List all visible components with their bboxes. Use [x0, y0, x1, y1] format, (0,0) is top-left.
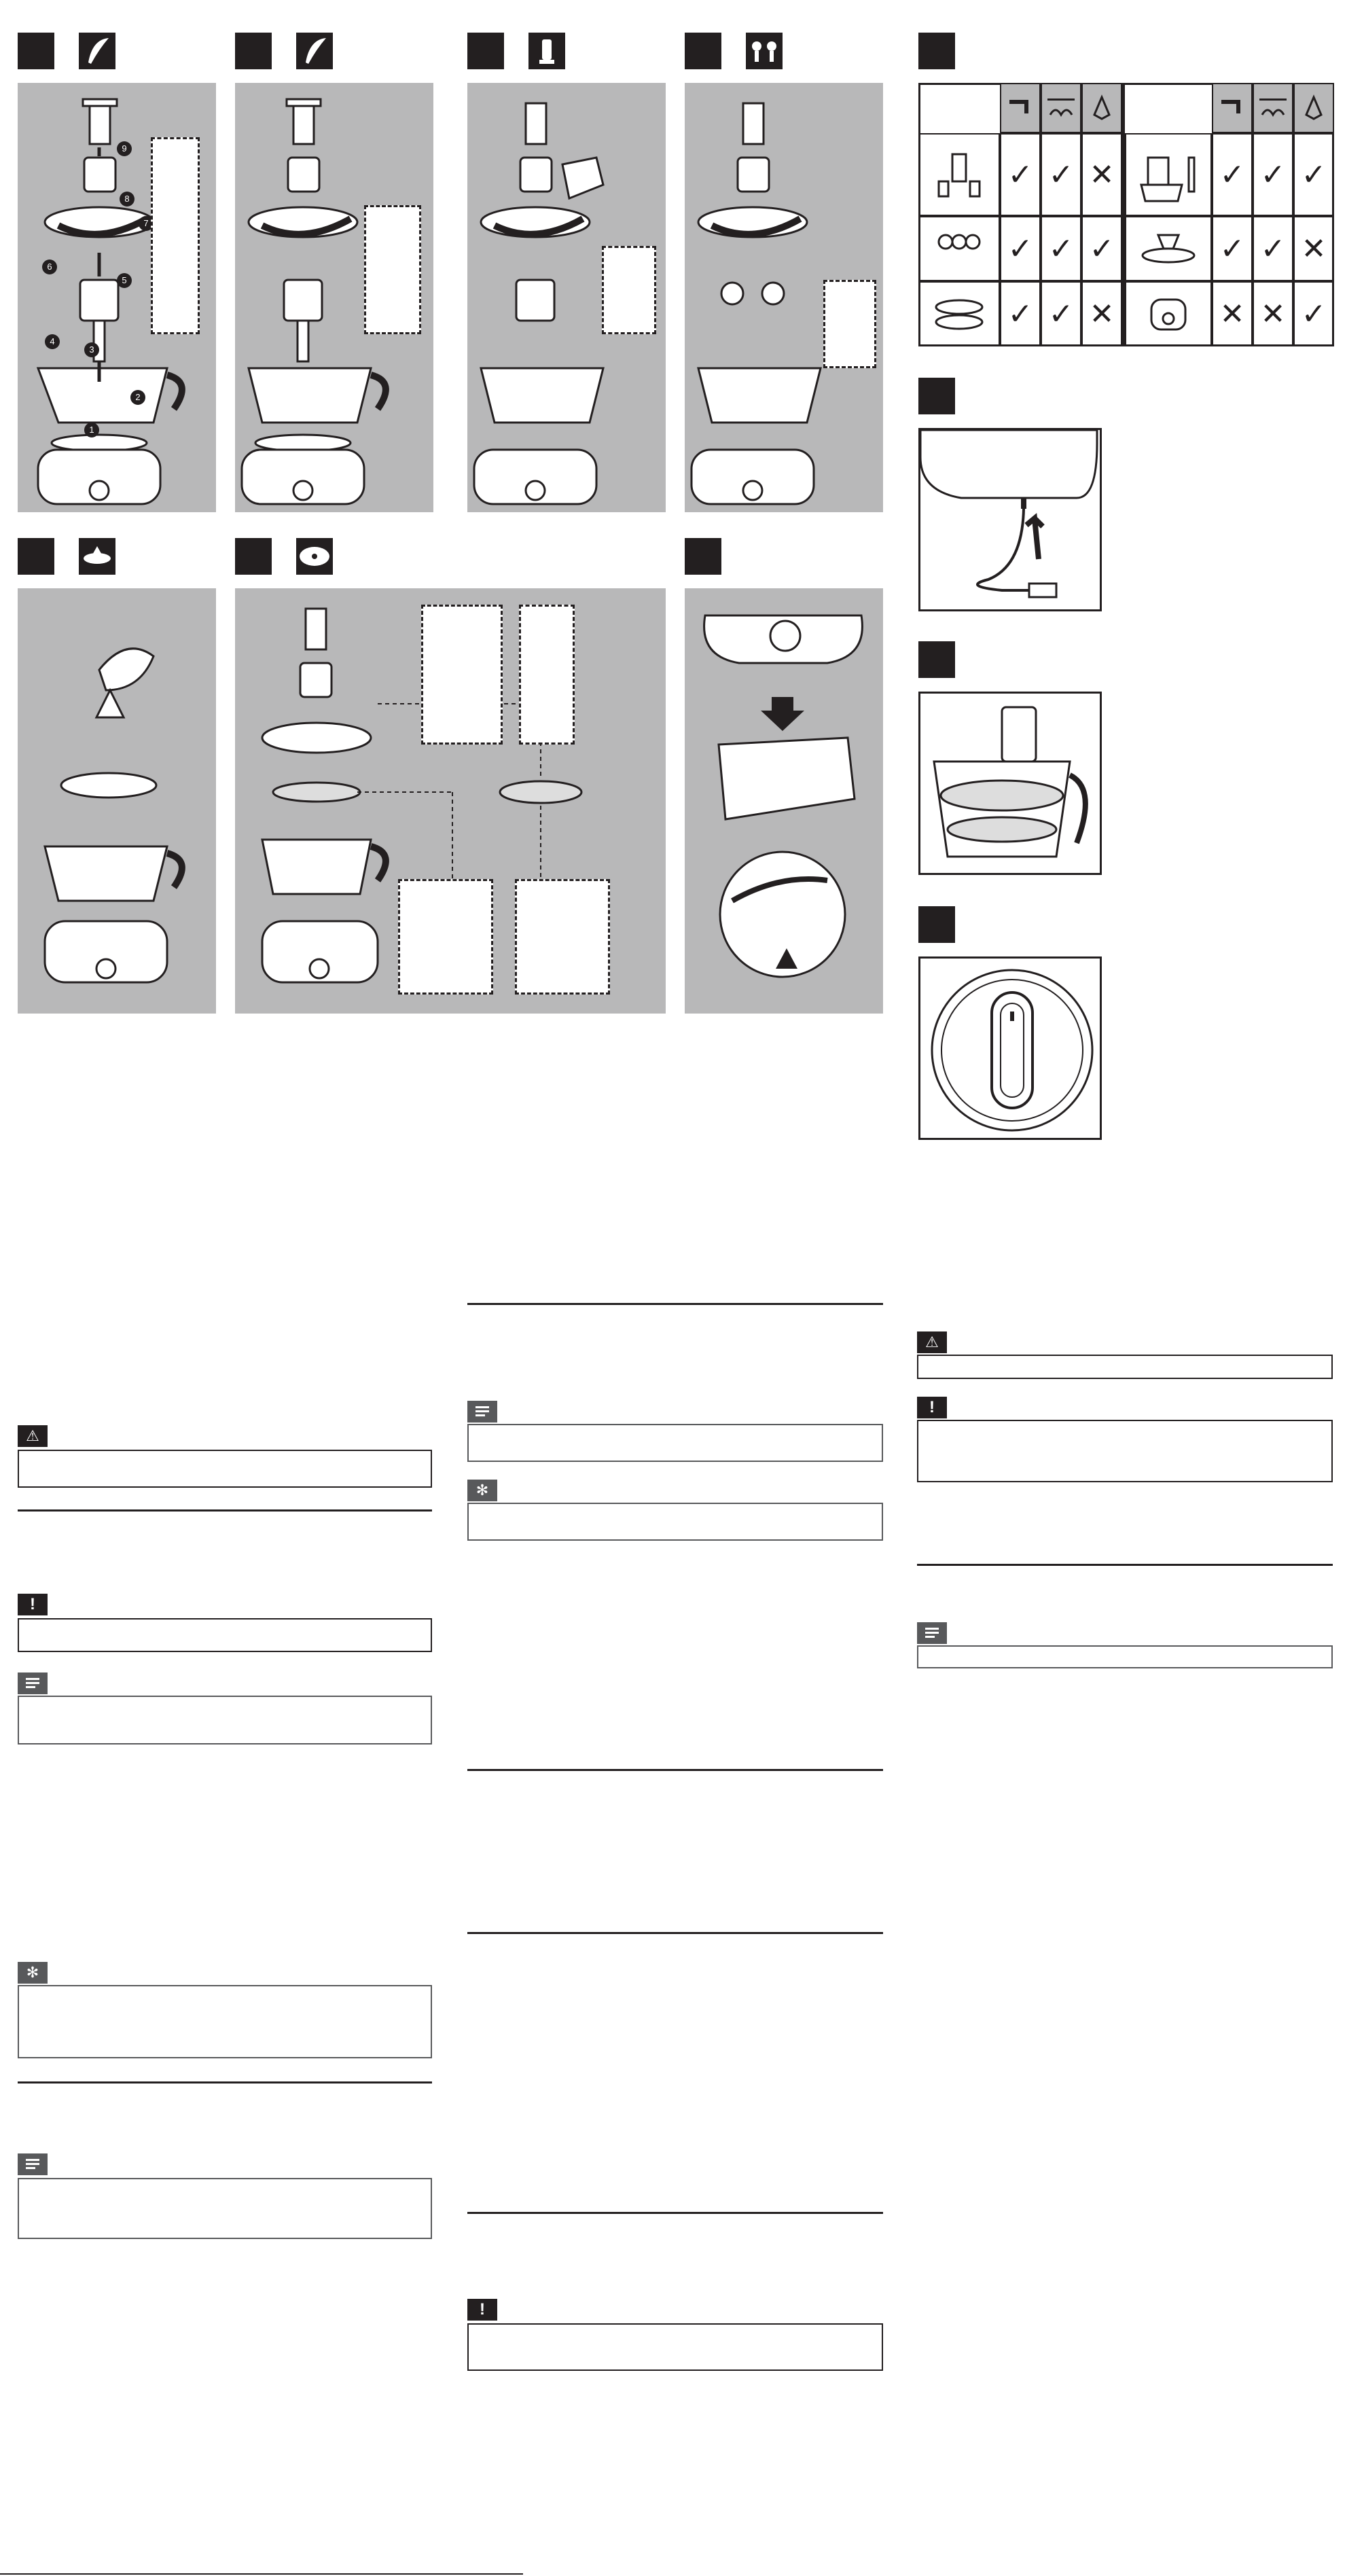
assembly-illustration-citrus-press — [18, 588, 216, 1014]
cross-mark: ✕ — [1212, 281, 1253, 346]
step-header-block — [235, 538, 272, 575]
blender-jar-icon — [528, 33, 565, 69]
section-divider — [467, 1303, 883, 1305]
row-item-motor — [1125, 281, 1212, 346]
check-mark: ✓ — [1041, 216, 1081, 281]
step-header-block — [918, 378, 955, 414]
step-header-block — [18, 33, 54, 69]
cloth-icon — [1304, 94, 1324, 122]
footer-rule — [0, 2573, 523, 2575]
cross-mark: ✕ — [1253, 281, 1293, 346]
step-header-block — [918, 33, 955, 69]
section-divider — [18, 2081, 432, 2083]
dishwasher-icon — [1258, 94, 1288, 122]
note-box — [917, 1645, 1333, 1668]
check-mark: ✓ — [1041, 133, 1081, 216]
table-header-dishwasher — [1041, 83, 1081, 133]
jug-box — [602, 246, 656, 334]
tap-icon — [1219, 94, 1246, 122]
check-mark: ✓ — [1041, 281, 1081, 346]
row-item-blades — [918, 133, 1000, 216]
section-divider — [467, 1932, 883, 1934]
assembly-illustration-motor-unit — [685, 588, 883, 1014]
check-mark: ✓ — [1293, 133, 1334, 216]
cross-mark: ✕ — [1293, 216, 1334, 281]
disc-rotate-box — [515, 879, 610, 995]
section-divider — [18, 1509, 432, 1511]
check-mark: ✓ — [1212, 216, 1253, 281]
note-box — [467, 1424, 883, 1462]
caution-box — [467, 2323, 883, 2371]
check-mark: ✓ — [1000, 133, 1041, 216]
step-header-block — [18, 538, 54, 575]
note-box — [18, 2178, 432, 2239]
step-number: 7 — [139, 216, 154, 231]
section-divider — [467, 2212, 883, 2214]
check-mark: ✓ — [1253, 133, 1293, 216]
warning-icon: ⚠ — [917, 1331, 947, 1353]
tap-icon — [1007, 94, 1034, 122]
tip-icon: ✻ — [18, 1962, 48, 1984]
warning-icon: ⚠ — [18, 1425, 48, 1447]
disc-flip-box — [398, 879, 493, 995]
caution-icon: ! — [467, 2299, 497, 2321]
cross-mark: ✕ — [1081, 281, 1122, 346]
section-divider — [917, 1564, 1333, 1566]
caution-icon: ! — [18, 1594, 48, 1615]
assembly-illustration-chopping — [18, 83, 216, 512]
step-header-block — [685, 33, 721, 69]
row-item-disc — [918, 281, 1000, 346]
table-header-cloth — [1293, 83, 1334, 133]
assembly-illustration-slicing — [235, 588, 666, 1014]
note-icon — [18, 1672, 48, 1694]
note-icon — [18, 2153, 48, 2175]
dishwasher-icon — [1046, 94, 1076, 122]
caution-box — [917, 1420, 1333, 1482]
step-number: 4 — [45, 334, 60, 349]
step-number: 5 — [117, 273, 132, 288]
kneading-hooks-icon — [746, 33, 783, 69]
step-header-block — [467, 33, 504, 69]
row-item-bowl — [1125, 133, 1212, 216]
table-header-tap — [1000, 83, 1041, 133]
row-item-hooks — [918, 216, 1000, 281]
step-number: 8 — [120, 192, 134, 207]
lid-top-view-illustration — [918, 956, 1102, 1140]
check-mark: ✓ — [1212, 133, 1253, 216]
note-box — [18, 1696, 432, 1745]
step-number: 3 — [84, 342, 99, 357]
blade-icon — [296, 33, 333, 69]
disc-icon — [296, 538, 333, 575]
step-number: 6 — [42, 260, 57, 274]
assembly-illustration-ice — [235, 83, 433, 512]
food-types-box — [151, 137, 200, 334]
step-number: 9 — [117, 141, 132, 156]
cloth-icon — [1092, 94, 1112, 122]
check-mark: ✓ — [1293, 281, 1334, 346]
table-header-cloth — [1081, 83, 1122, 133]
warning-box — [917, 1355, 1333, 1379]
check-mark: ✓ — [1253, 216, 1293, 281]
note-icon — [917, 1622, 947, 1644]
caution-icon: ! — [917, 1397, 947, 1418]
row-item-citrus-press — [1125, 216, 1212, 281]
food-types-box — [519, 605, 575, 745]
note-icon — [467, 1401, 497, 1423]
ice-and-temperature-box — [364, 205, 421, 334]
step-number: 1 — [84, 423, 99, 437]
tip-icon: ✻ — [467, 1480, 497, 1501]
section-divider — [467, 1769, 883, 1771]
food-types-box — [421, 605, 503, 745]
table-header-tap — [1212, 83, 1253, 133]
cross-mark: ✕ — [1081, 133, 1122, 216]
step-header-block — [918, 641, 955, 678]
step-header-block — [918, 906, 955, 943]
step-header-block — [685, 538, 721, 575]
warning-box — [18, 1450, 432, 1488]
tip-box — [18, 1985, 432, 2058]
check-mark: ✓ — [1000, 281, 1041, 346]
assembly-illustration-blender — [467, 83, 666, 512]
dough-box — [823, 280, 876, 368]
check-mark: ✓ — [1000, 216, 1041, 281]
check-mark: ✓ — [1081, 216, 1122, 281]
tip-box — [467, 1503, 883, 1541]
blade-icon — [79, 33, 115, 69]
assembly-illustration-kneading — [685, 83, 883, 512]
caution-box — [18, 1618, 432, 1652]
power-plug-illustration — [918, 428, 1102, 611]
citrus-press-icon — [79, 538, 115, 575]
disc-in-bowl-illustration — [918, 692, 1102, 875]
table-header-dishwasher — [1253, 83, 1293, 133]
step-header-block — [235, 33, 272, 69]
step-number: 2 — [130, 390, 145, 405]
